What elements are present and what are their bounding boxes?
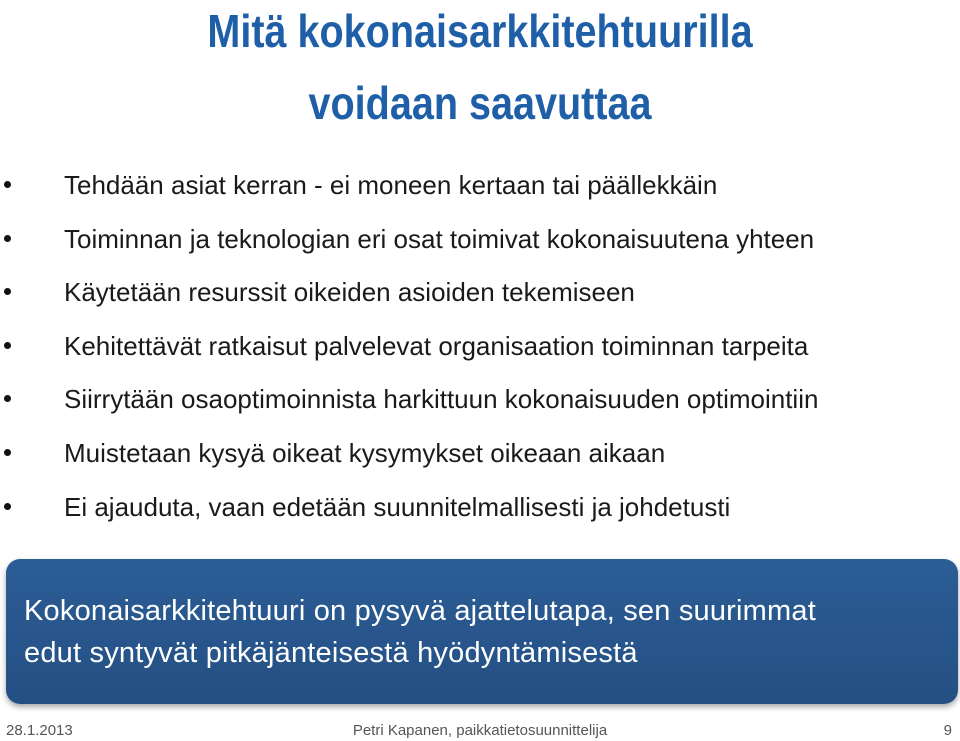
bullet-item: [0, 321, 960, 375]
bullet-text: Toiminnan ja teknologian eri osat toimivat kokonaisuutena yhteen: [64, 223, 815, 254]
summary-callout-box: [6, 559, 958, 704]
slide-title-line-1: Mitä kokonaisarkkitehtuurilla: [207, 5, 753, 57]
bullet-list: [0, 160, 960, 535]
slide-footer: [0, 720, 960, 741]
bullet-dot-icon: [4, 395, 11, 402]
bullet-text: Kehitettävät ratkaisut palvelevat organisaation toiminnan tarpeita: [64, 330, 809, 361]
bullet-item: [0, 482, 960, 536]
bullet-item: [0, 374, 960, 428]
bullet-item: [0, 214, 960, 268]
bullet-dot-icon: [4, 342, 11, 349]
bullet-text: Siirrytään osaoptimoinnista harkittuun kokonaisuuden optimointiin: [64, 384, 819, 415]
bullet-dot-icon: [4, 288, 11, 295]
bullet-dot-icon: [4, 181, 11, 188]
slide-title-line-2: voidaan saavuttaa: [308, 77, 652, 129]
footer-author: Petri Kapanen, paikkatietosuunnittelija: [352, 722, 608, 739]
footer-page-number: 9: [943, 722, 952, 739]
bullet-item: [0, 428, 960, 482]
bullet-dot-icon: [4, 449, 11, 456]
bullet-text: Tehdään asiat kerran - ei moneen kertaan tai päällekkäin: [64, 170, 718, 200]
summary-callout-text: Kokonaisarkkitehtuuri on pysyvä ajattelutapa, sen suurimmat edut syntyvät pitkäjänteisestä hyödyntämisestä: [24, 595, 816, 669]
bullet-item: [0, 267, 960, 321]
bullet-text: Ei ajauduta, vaan edetään suunnitelmallisesti ja johdetusti: [64, 491, 731, 522]
bullet-text: Muistetaan kysyä oikeat kysymykset oikeaan aikaan: [64, 437, 666, 468]
bullet-dot-icon: [4, 235, 11, 242]
bullet-item: [0, 160, 960, 214]
slide-title: [67, 0, 893, 132]
bullet-dot-icon: [4, 503, 11, 510]
footer-date: 28.1.2013: [6, 722, 73, 739]
bullet-text: Käytetään resurssit oikeiden asioiden tekemiseen: [64, 277, 635, 308]
